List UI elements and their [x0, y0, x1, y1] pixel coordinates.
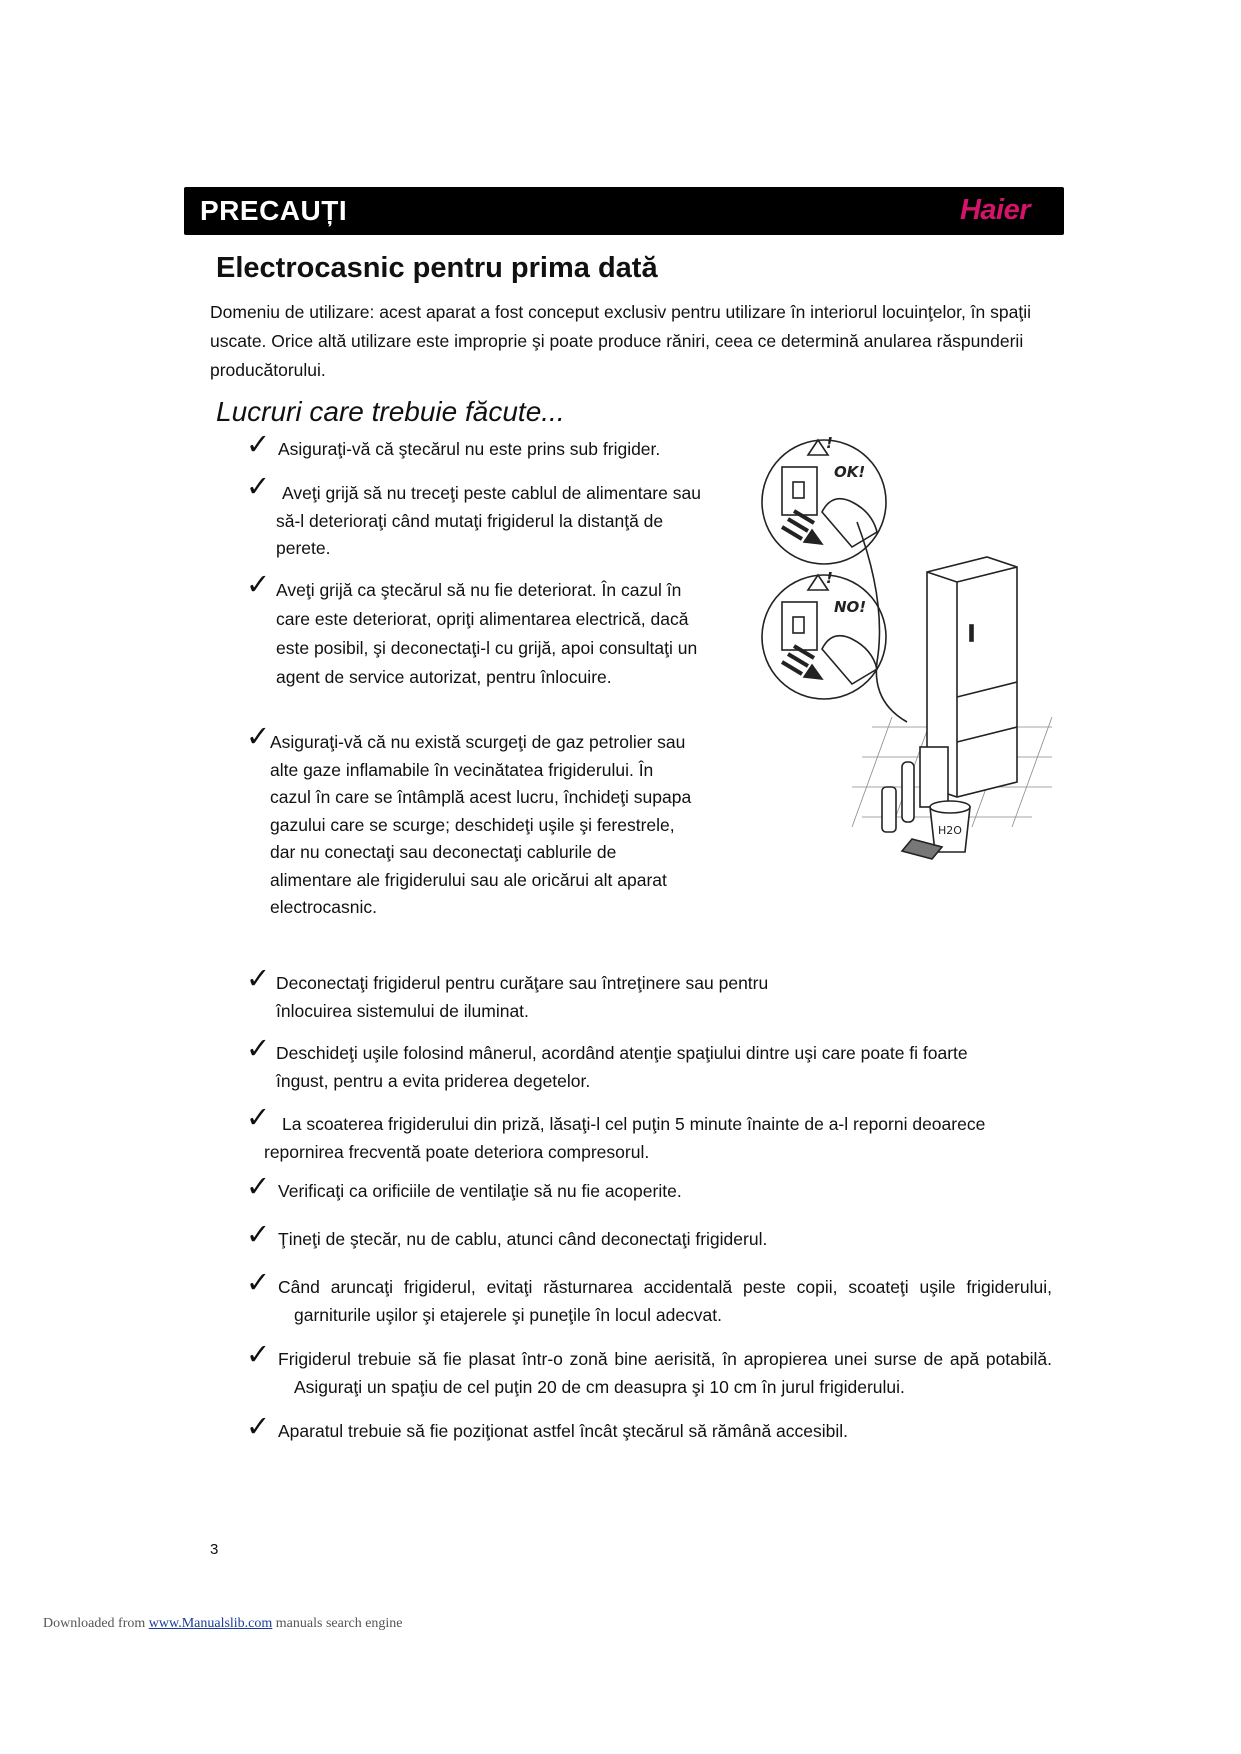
- subtitle: Lucruri care trebuie făcute...: [216, 396, 565, 427]
- header-title: PRECAUȚI: [200, 195, 348, 226]
- list-item-text: Frigiderul trebuie să fie plasat într-o zonă bine aerisită, în apropierea unei surse de apă potabilă. Asiguraţi un spaţiu de cel puţin 20 de cm deasupra şi 10 cm în jurul frigiderului.: [278, 1349, 1052, 1397]
- checkmark-icon: ✓: [246, 1169, 271, 1203]
- checkmark-icon: ✓: [246, 1409, 271, 1443]
- warning-mark-top: !: [826, 434, 833, 452]
- checkmark-icon: ✓: [246, 961, 271, 995]
- list-item-text: Aparatul trebuie să fie poziţionat astfel încât ştecărul să rămână accesibil.: [278, 1421, 849, 1441]
- checkmark-icon: ✓: [246, 1337, 271, 1371]
- list-item-text: Când aruncaţi frigiderul, evitaţi răsturnarea accidentală peste copii, scoateţi uşile frigiderului, garniturile uşilor şi etajerele şi puneţile în locul adecvat.: [278, 1277, 1052, 1325]
- footer: [43, 1616, 403, 1632]
- footer-link[interactable]: www.Manualslib.com: [148, 1616, 273, 1631]
- list-item-text: Verificaţi ca orificiile de ventilaţie să nu fie acoperite.: [278, 1181, 682, 1201]
- fridge-safety-illustration: [752, 427, 1057, 897]
- checkmark-icon: ✓: [246, 427, 271, 461]
- checkmark-icon: ✓: [246, 1031, 271, 1065]
- list-item-text: Asiguraţi-vă că ştecărul nu este prins sub frigider.: [278, 439, 661, 459]
- list-item-text: Aveţi grijă să nu treceţi peste cablul de alimentare sau să-l deterioraţi când mutaţi frigiderul la distanţă de perete.: [276, 483, 701, 558]
- water-label: H2O: [938, 824, 962, 837]
- list-item-text: Asiguraţi-vă că nu există scurgeţi de gaz petrolier sau alte gaze inflamabile în vecinătatea frigiderului. În cazul în care se întâmplă acest lucru, închideţi supapa gazului care se scurge; deschideţi uşile şi ferestrele, dar nu conectaţi sau deconectaţi cablurile de alimentare ale frigiderului sau ale oricărui alt aparat electrocasnic.: [270, 732, 692, 917]
- intro-paragraph: Domeniu de utilizare: acest aparat a fost conceput exclusiv pentru utilizare în interiorul locuinţelor, în spaţii uscate. Orice altă utilizare este improprie şi poate produce răniri, ceea ce determină anularea răspunderii producătorului.: [210, 302, 1031, 380]
- brand-logo: Haier: [959, 194, 1030, 226]
- list-item-text: Deconectaţi frigiderul pentru curăţare sau întreţinere sau pentru înlocuirea sistemului de iluminat.: [276, 973, 769, 1021]
- header-bar: [184, 187, 1064, 235]
- section-title: Electrocasnic pentru prima dată: [216, 252, 658, 284]
- checkmark-icon: ✓: [246, 1265, 271, 1299]
- warning-mark-bottom: !: [826, 569, 833, 587]
- checkmark-icon: ✓: [246, 469, 271, 503]
- ok-label: OK!: [834, 463, 866, 481]
- footer-suffix: manuals search engine: [275, 1616, 403, 1631]
- footer-prefix: Downloaded from: [43, 1616, 146, 1631]
- list-item-text: Deschideţi uşile folosind mânerul, acordând atenţie spaţiului dintre uşi care poate fi foarte îngust, pentru a evita priderea degetelor.: [276, 1043, 968, 1091]
- checkmark-icon: ✓: [246, 1217, 271, 1251]
- checkmark-icon: ✓: [246, 567, 271, 601]
- page-number: 3: [210, 1541, 219, 1558]
- checkmark-icon: ✓: [246, 719, 271, 753]
- no-label: NO!: [834, 598, 867, 616]
- list-item-text: Ţineţi de ştecăr, nu de cablu, atunci când deconectaţi frigiderul.: [278, 1229, 768, 1249]
- list-item-text: Aveţi grijă ca ştecărul să nu fie deteriorat. În cazul în care este deteriorat, opriţi alimentarea electrică, dacă este posibil, şi deconectaţi-l cu grijă, apoi consultaţi un agent de service autorizat, pentru înlocuire.: [276, 580, 698, 687]
- checkmark-icon: ✓: [246, 1100, 271, 1134]
- list-item-text: La scoaterea frigiderului din priză, lăsaţi-l cel puţin 5 minute înainte de a-l reporni deoarece repornirea frecventă poate deteriora compresorul.: [264, 1114, 986, 1162]
